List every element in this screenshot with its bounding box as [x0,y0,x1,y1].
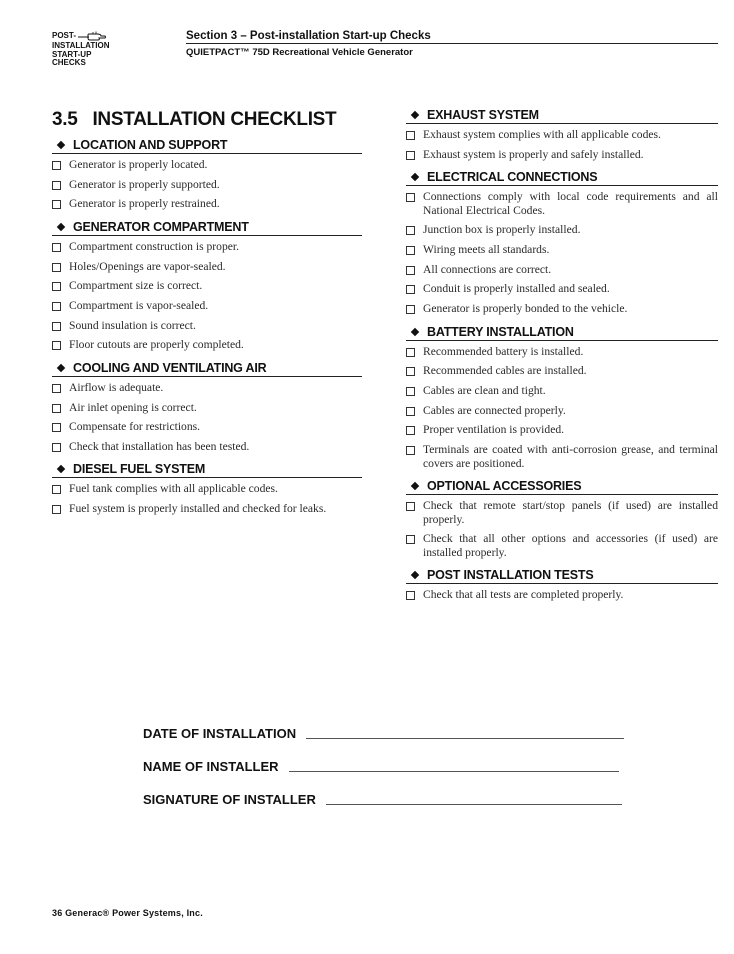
checklist-item [52,338,362,352]
checklist-item [406,384,718,398]
section-tab-label [52,31,109,68]
checklist-item [52,260,362,274]
section-heading [52,462,362,478]
checkbox[interactable] [406,367,415,376]
checklist-item-text: Check that all tests are completed properly. [423,588,624,602]
checkbox[interactable] [406,426,415,435]
checklist-item-text: Airflow is adequate. [69,380,164,394]
checklist-item [406,423,718,437]
section-heading [52,220,362,236]
checklist-item [52,502,362,516]
checkbox[interactable] [406,285,415,294]
checklist-section [406,108,718,161]
checklist-section [52,361,362,454]
checklist-section [406,170,718,315]
checklist-item-text: Recommended cables are installed. [423,364,587,378]
section-heading [406,568,718,584]
checklist-section [406,325,718,470]
checkbox[interactable] [52,161,61,170]
section-heading-text: GENERATOR COMPARTMENT [73,219,249,234]
checkbox[interactable] [406,193,415,202]
name-of-installer-label: NAME OF INSTALLER [143,759,279,774]
checkbox[interactable] [52,443,61,452]
signature-of-installer-label: SIGNATURE OF INSTALLER [143,792,316,807]
checklist-item-text: Proper ventilation is provided. [423,423,565,437]
checklist-item-text: Compartment is vapor-sealed. [69,298,209,312]
checklist-item-text: Floor cutouts are properly completed. [69,338,244,352]
checklist-item [52,440,362,454]
checklist-item [406,243,718,257]
checklist-item-text: Cables are clean and tight. [423,384,546,397]
checklist-item [406,282,718,296]
checklist-item-text: All connections are correct. [423,262,552,276]
checkbox[interactable] [52,404,61,413]
tab-line-post: POST- [52,31,77,41]
name-of-installer-row [143,759,619,774]
checklist-item-text: Junction box is properly installed. [423,223,581,237]
section-heading [52,138,362,154]
checklist-item-text: Check that installation has been tested. [69,439,250,453]
right-column [406,108,718,611]
diamond-bullet-icon [57,364,65,372]
diamond-bullet-icon [57,141,65,149]
checklist-item [406,532,718,559]
signature-of-installer-field[interactable] [326,804,622,805]
tab-line-checks: CHECKS [52,58,86,68]
diamond-bullet-icon [411,327,419,335]
checkbox[interactable] [406,305,415,314]
checkbox[interactable] [52,505,61,514]
checklist-item-text: Conduit is properly installed and sealed. [423,282,610,296]
checklist-item [52,299,362,313]
checklist-item [406,443,718,470]
checklist-section [52,220,362,352]
checkbox[interactable] [406,266,415,275]
date-of-installation-row [143,726,624,741]
checkbox[interactable] [52,341,61,350]
checklist-item-text: Generator is properly restrained. [69,197,220,211]
section-heading-text: POST INSTALLATION TESTS [427,568,594,583]
checklist-item-text: Wiring meets all standards. [423,243,550,257]
checklist-section [52,462,362,515]
section-heading [52,361,362,377]
checkbox[interactable] [406,407,415,416]
checkbox[interactable] [406,246,415,255]
checkbox[interactable] [52,243,61,252]
section-heading-text: ELECTRICAL CONNECTIONS [427,170,598,185]
checklist-item-text: Holes/Openings are vapor-sealed. [69,259,226,273]
checkbox[interactable] [52,322,61,331]
diamond-bullet-icon [411,173,419,181]
diamond-bullet-icon [411,571,419,579]
checkbox[interactable] [52,282,61,291]
checklist-item-text: Fuel system is properly installed and checked for leaks. [69,502,327,516]
checklist-item [406,345,718,359]
checkbox[interactable] [406,131,415,140]
checklist-item-text: Compensate for restrictions. [69,420,201,434]
checkbox[interactable] [406,387,415,396]
checkbox[interactable] [406,535,415,544]
checklist-item-text: Terminals are coated with anti-corrosion grease, and terminal covers are positioned. [423,443,718,470]
checkbox[interactable] [52,485,61,494]
section-heading-text: LOCATION AND SUPPORT [73,138,228,152]
checklist-section [406,479,718,559]
section-heading-text: BATTERY INSTALLATION [427,324,574,339]
checkbox[interactable] [52,423,61,432]
checklist-item [406,499,718,526]
checkbox[interactable] [406,226,415,235]
checklist-item [52,178,362,192]
page-title: 3.5 INSTALLATION CHECKLIST [52,109,337,130]
checklist-item-text: Generator is properly bonded to the vehicle. [423,302,628,316]
diamond-bullet-icon [57,223,65,231]
checkbox[interactable] [52,302,61,311]
left-column [52,138,362,525]
checklist-section [52,138,362,211]
checklist-item [52,240,362,254]
checkbox[interactable] [406,446,415,455]
checkbox[interactable] [52,384,61,393]
checklist-item [52,197,362,211]
checkbox[interactable] [406,502,415,511]
checklist-item [406,364,718,378]
checklist-item [52,279,362,293]
checkbox[interactable] [406,591,415,600]
checklist-item-text: Exhaust system complies with all applicable codes. [423,128,661,141]
tab-line-startup: START-UP [52,49,92,59]
section-heading-text: DIESEL FUEL SYSTEM [73,462,206,477]
checklist-item [406,190,718,217]
checklist-section [406,568,718,602]
checklist-item-text: Exhaust system is properly and safely installed. [423,147,644,161]
checklist-item-text: Compartment construction is proper. [69,239,240,253]
diamond-bullet-icon [57,465,65,473]
product-title: QUIETPACT™ 75D Recreational Vehicle Generator [186,47,413,58]
diamond-bullet-icon [411,482,419,490]
section-heading-text: EXHAUST SYSTEM [427,108,539,122]
checkbox[interactable] [406,151,415,160]
checkbox[interactable] [52,200,61,209]
date-of-installation-label: DATE OF INSTALLATION [143,726,297,741]
checklist-item [406,404,718,418]
checklist-item-text: Recommended battery is installed. [423,344,584,358]
checklist-item [406,302,718,316]
section-heading [406,325,718,341]
checklist-item-text: Air inlet opening is correct. [69,400,197,414]
checkbox[interactable] [52,263,61,272]
checklist-item-text: Generator is properly located. [69,158,208,171]
checklist-item [406,588,718,602]
checklist-item-text: Fuel tank complies with all applicable codes. [69,482,278,496]
section-heading [406,479,718,495]
section-heading [406,108,718,124]
checklist-item [52,319,362,333]
checklist-item [406,263,718,277]
checklist-item [52,158,362,172]
header-divider [186,43,718,44]
checkbox[interactable] [52,181,61,190]
tab-line-installation: INSTALLATION [52,41,110,50]
checklist-item-text: Connections comply with local code requirements and all National Electrical Codes. [423,190,718,217]
name-of-installer-field[interactable] [289,771,619,772]
checklist-item-text: Cables are connected properly. [423,403,566,417]
checklist-item-text: Check that all other options and accessories (if used) are installed properly. [423,532,718,559]
checklist-item [52,482,362,496]
checklist-item-text: Compartment size is correct. [69,279,203,293]
page-footer: 36 Generac® Power Systems, Inc. [52,908,203,918]
checklist-item-text: Generator is properly supported. [69,177,220,191]
checklist-item [406,223,718,237]
checklist-item [52,401,362,415]
diamond-bullet-icon [411,111,419,119]
checklist-item-text: Check that remote start/stop panels (if used) are installed properly. [423,499,718,526]
section-title: Section 3 – Post-installation Start-up Checks [186,30,431,42]
checklist-item-text: Sound insulation is correct. [69,318,196,332]
checklist-item [52,381,362,395]
checklist-item [406,148,718,162]
checklist-item [52,420,362,434]
date-of-installation-field[interactable] [306,738,624,739]
section-heading-text: COOLING AND VENTILATING AIR [73,360,267,375]
section-heading [406,170,718,186]
section-heading-text: OPTIONAL ACCESSORIES [427,479,582,494]
signature-of-installer-row [143,792,622,807]
checkbox[interactable] [406,348,415,357]
checklist-item [406,128,718,142]
